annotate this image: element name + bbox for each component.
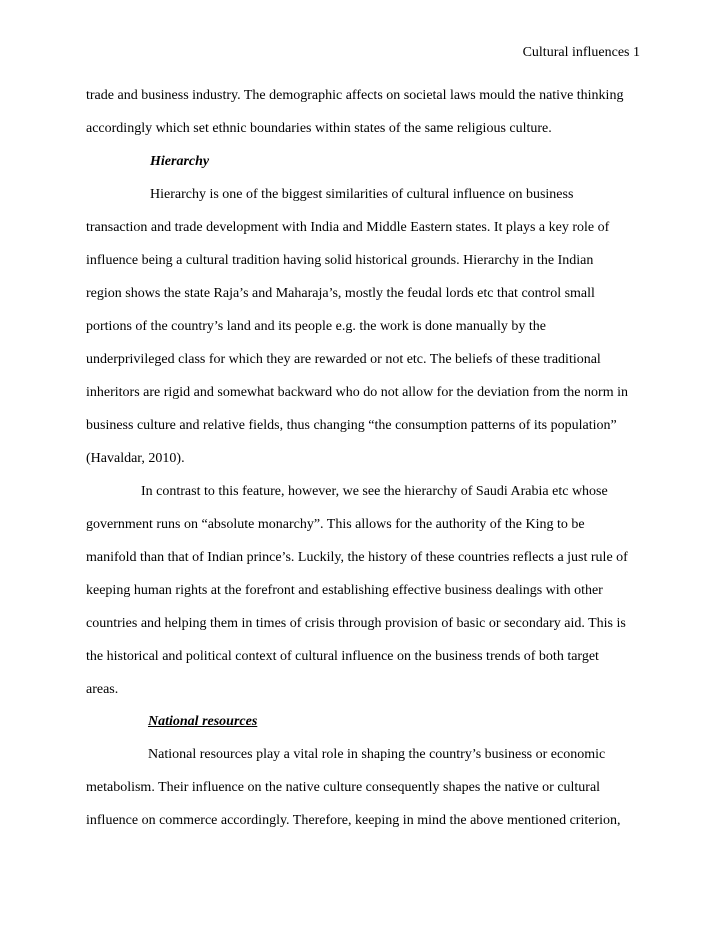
text-line: region shows the state Raja’s and Maharaja’s, mostly the feudal lords etc that control small <box>86 286 595 301</box>
text-line: manifold than that of Indian prince’s. Luckily, the history of these countries reflects a just rule of <box>86 550 628 565</box>
text-line: National resources play a vital role in shaping the country’s business or economic <box>148 747 606 762</box>
text-line: accordingly which set ethnic boundaries within states of the same religious culture. <box>86 121 552 136</box>
text-line: underprivileged class for which they are rewarded or not etc. The beliefs of these traditional <box>86 352 601 367</box>
text-line: Hierarchy is one of the biggest similarities of cultural influence on business <box>150 187 574 202</box>
text-line: metabolism. Their influence on the native culture consequently shapes the native or cultural <box>86 780 601 795</box>
running-head: Cultural influences 1 <box>522 45 640 60</box>
text-line: the historical and political context of cultural influence on the business trends of both target <box>86 649 599 664</box>
text-line: trade and business industry. The demographic affects on societal laws mould the native thinking <box>86 88 624 103</box>
text-line: inheritors are rigid and somewhat backward who do not allow for the deviation from the norm in <box>86 385 628 400</box>
text-line: keeping human rights at the forefront and establishing effective business dealings with other <box>86 583 603 598</box>
text-line: government runs on “absolute monarchy”. This allows for the authority of the King to be <box>86 517 585 532</box>
text-line: portions of the country’s land and its people e.g. the work is done manually by the <box>86 319 546 334</box>
text-line: In contrast to this feature, however, we see the hierarchy of Saudi Arabia etc whose <box>141 484 608 499</box>
text-line: countries and helping them in times of crisis through provision of basic or secondary aid. This is <box>86 616 626 631</box>
text-line: areas. <box>86 682 119 697</box>
section-heading-national-resources: National resources <box>148 714 258 729</box>
text-line: influence on commerce accordingly. Therefore, keeping in mind the above mentioned criterion, <box>86 813 621 828</box>
section-heading-hierarchy: Hierarchy <box>150 154 210 169</box>
text-line: transaction and trade development with India and Middle Eastern states. It plays a key role of <box>86 220 610 235</box>
text-line: influence being a cultural tradition having solid historical grounds. Hierarchy in the Indian <box>86 253 594 268</box>
text-line: (Havaldar, 2010). <box>86 451 185 466</box>
text-line: business culture and relative fields, thus changing “the consumption patterns of its population” <box>86 418 617 433</box>
